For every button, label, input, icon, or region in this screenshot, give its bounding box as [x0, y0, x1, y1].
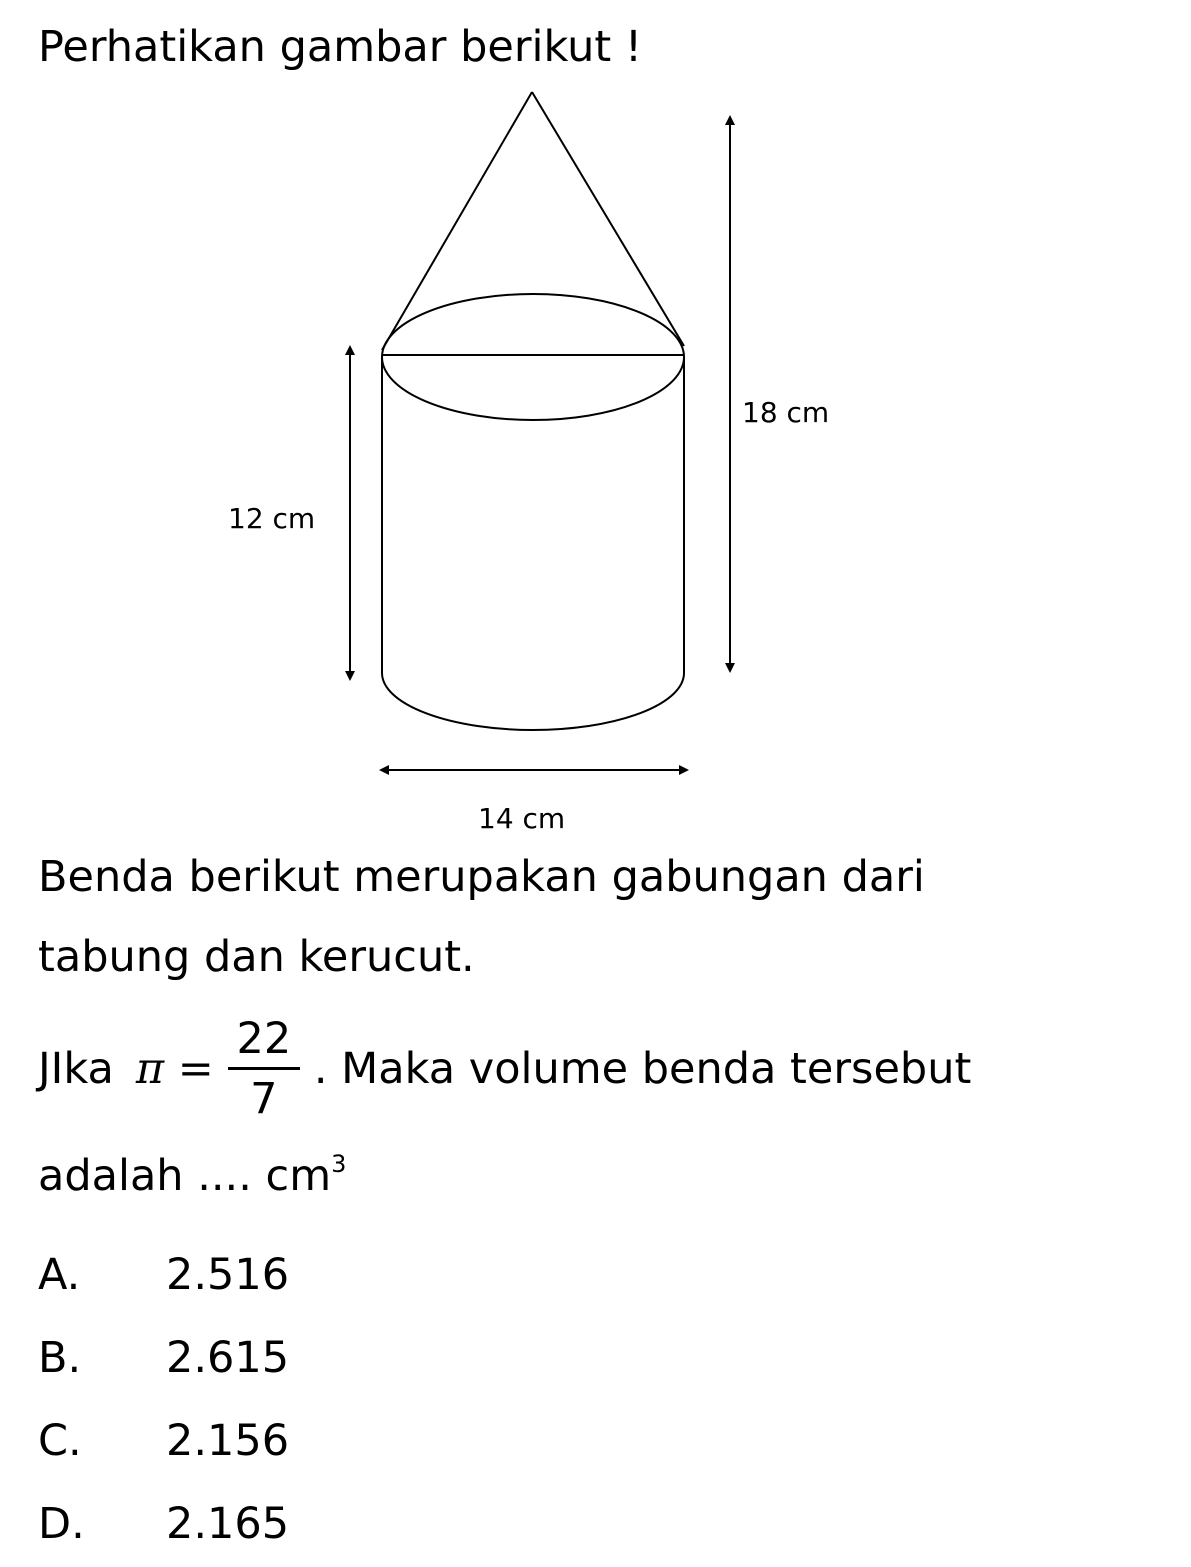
question-line-2: tabung dan kerucut.: [38, 932, 475, 982]
option-c[interactable]: [38, 1416, 289, 1468]
option-d[interactable]: [38, 1499, 289, 1551]
question-line-4: [38, 1150, 346, 1203]
question-title: Perhatikan gambar berikut !: [38, 22, 643, 72]
diameter-label: 14 cm: [478, 802, 566, 835]
option-letter: D.: [38, 1499, 85, 1549]
cone-right-edge: [532, 92, 684, 346]
option-letter: A.: [38, 1250, 81, 1300]
option-a[interactable]: [38, 1250, 289, 1302]
total-height-label: 18 cm: [742, 396, 830, 429]
cylinder-top-ellipse: [382, 294, 684, 420]
option-letter: C.: [38, 1416, 82, 1466]
question-line-3-suffix: . Maka volume benda tersebut: [313, 1043, 972, 1094]
cube-exponent: 3: [331, 1150, 347, 1178]
question-line-4-text: adalah .... cm: [38, 1151, 332, 1201]
option-value: 2.615: [166, 1333, 290, 1383]
fraction-numerator: 22: [236, 1014, 292, 1064]
question-line-1: Benda berikut merupakan gabungan dari: [38, 852, 925, 902]
fraction-denominator: 7: [250, 1074, 278, 1124]
cone-left-edge: [382, 92, 532, 350]
cylinder-height-label: 12 cm: [228, 502, 316, 535]
pi-fraction: [228, 1014, 300, 1124]
option-value: 2.165: [166, 1499, 290, 1549]
option-b[interactable]: [38, 1333, 289, 1385]
if-word: JIka: [38, 1043, 114, 1094]
cylinder-bottom-arc: [382, 673, 684, 730]
pi-equals: π =: [135, 1043, 214, 1094]
option-value: 2.156: [166, 1416, 290, 1466]
option-letter: B.: [38, 1333, 82, 1383]
question-line-3: [38, 1014, 972, 1124]
option-value: 2.516: [166, 1250, 290, 1300]
